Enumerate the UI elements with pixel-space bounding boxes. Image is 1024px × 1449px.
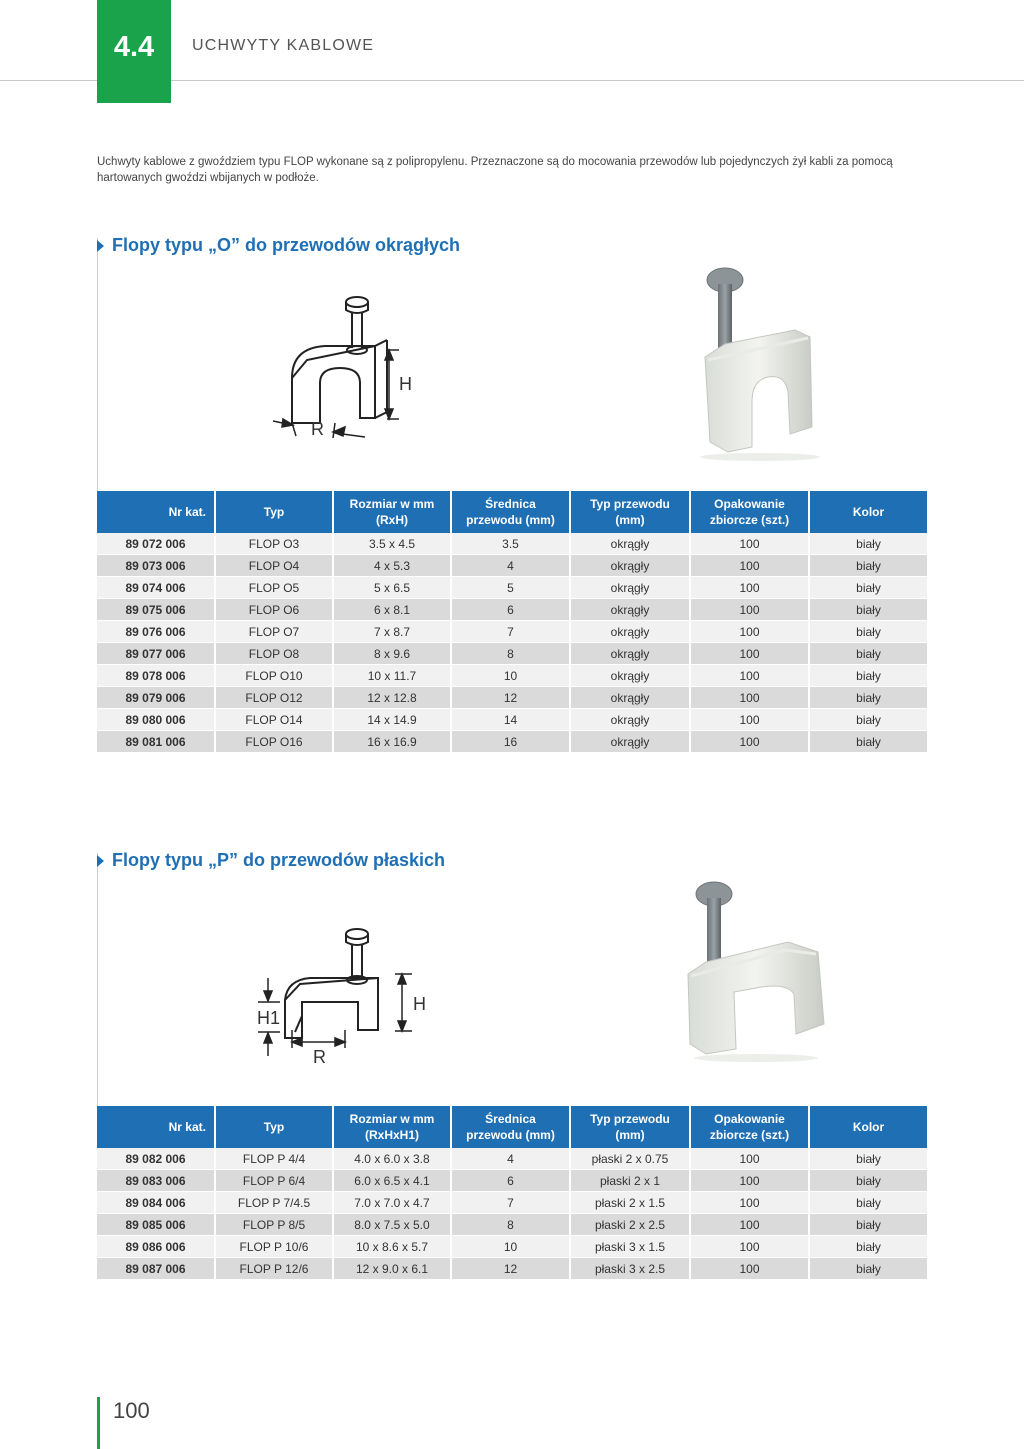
diameter-cell: 8: [451, 643, 570, 665]
color-cell: biały: [809, 665, 927, 687]
type-cell: FLOP P 10/6: [215, 1236, 333, 1258]
intro-text: Uchwyty kablowe z gwoździem typu FLOP wykonane są z polipropylenu. Przeznaczone są do mocowania przewodów lub pojedynczych żył kabli za pomocą hartowanych gwoździ wbijanych w podłoże.: [97, 156, 893, 184]
table-row: [97, 599, 927, 621]
catalog-number-cell: 89 081 006: [97, 731, 215, 753]
type-cell: FLOP O3: [215, 533, 333, 555]
package-cell: 100: [690, 665, 809, 687]
flop-o-product-photo: [680, 262, 840, 462]
drawing-label-h1: H1: [257, 1008, 281, 1028]
wire-type-cell: okrągły: [570, 731, 690, 753]
page-number: 100: [113, 1398, 150, 1423]
catalog-number-cell: 89 079 006: [97, 687, 215, 709]
diameter-cell: 6: [451, 599, 570, 621]
size-cell: 6 x 8.1: [333, 599, 451, 621]
section-p-title-text: Flopy typu „P” do przewodów płaskich: [112, 850, 446, 870]
drawing-label-h: H: [413, 994, 426, 1014]
chapter-number: 4.4: [113, 31, 155, 63]
table-row: [97, 1170, 927, 1192]
table-row: [97, 687, 927, 709]
color-cell: biały: [809, 687, 927, 709]
page-number-bar: [97, 1397, 100, 1449]
size-cell: 5 x 6.5: [333, 577, 451, 599]
type-cell: FLOP P 4/4: [215, 1148, 333, 1170]
table-row: [97, 665, 927, 687]
column-header: Rozmiar w mm (RxHxH1): [333, 1106, 451, 1148]
diameter-cell: 4: [451, 1148, 570, 1170]
wire-type-cell: płaski 3 x 1.5: [570, 1236, 690, 1258]
table-row: [97, 709, 927, 731]
section-o-title-text: Flopy typu „O” do przewodów okrągłych: [112, 235, 461, 255]
color-cell: biały: [809, 1258, 927, 1280]
table-row: [97, 731, 927, 753]
type-cell: FLOP P 12/6: [215, 1258, 333, 1280]
flop-p-technical-drawing: [250, 920, 450, 1070]
chapter-title: UCHWYTY KABLOWE: [192, 37, 375, 54]
section-arrow-icon: [97, 855, 104, 867]
wire-type-cell: okrągły: [570, 643, 690, 665]
column-header: Kolor: [809, 1106, 927, 1148]
size-cell: 8 x 9.6: [333, 643, 451, 665]
size-cell: 4.0 x 6.0 x 3.8: [333, 1148, 451, 1170]
package-cell: 100: [690, 643, 809, 665]
section-p-title: [97, 850, 445, 871]
diameter-cell: 3.5: [451, 533, 570, 555]
diameter-cell: 7: [451, 1192, 570, 1214]
wire-type-cell: okrągły: [570, 665, 690, 687]
diameter-cell: 12: [451, 687, 570, 709]
wire-type-cell: okrągły: [570, 599, 690, 621]
wire-type-cell: okrągły: [570, 709, 690, 731]
package-cell: 100: [690, 555, 809, 577]
size-cell: 4 x 5.3: [333, 555, 451, 577]
wire-type-cell: okrągły: [570, 577, 690, 599]
flop-o-technical-drawing: [265, 288, 425, 448]
column-header: Średnica przewodu (mm): [451, 491, 570, 533]
table-row: [97, 1258, 927, 1280]
package-cell: 100: [690, 621, 809, 643]
color-cell: biały: [809, 621, 927, 643]
table-row: [97, 533, 927, 555]
color-cell: biały: [809, 1148, 927, 1170]
column-header: Średnica przewodu (mm): [451, 1106, 570, 1148]
wire-type-cell: płaski 3 x 2.5: [570, 1258, 690, 1280]
table-row: [97, 1236, 927, 1258]
chapter-number-badge: [97, 0, 171, 103]
type-cell: FLOP O10: [215, 665, 333, 687]
color-cell: biały: [809, 709, 927, 731]
color-cell: biały: [809, 1214, 927, 1236]
package-cell: 100: [690, 1236, 809, 1258]
diameter-cell: 14: [451, 709, 570, 731]
table-row: [97, 555, 927, 577]
size-cell: 14 x 14.9: [333, 709, 451, 731]
drawing-label-r: R: [313, 1047, 326, 1067]
flop-p-product-photo: [676, 874, 836, 1064]
column-header: Rozmiar w mm (RxH): [333, 491, 451, 533]
section-o-title: [97, 235, 460, 256]
wire-type-cell: okrągły: [570, 533, 690, 555]
table-row: [97, 1214, 927, 1236]
color-cell: biały: [809, 599, 927, 621]
color-cell: biały: [809, 643, 927, 665]
column-header: Kolor: [809, 491, 927, 533]
catalog-number-cell: 89 084 006: [97, 1192, 215, 1214]
type-cell: FLOP O7: [215, 621, 333, 643]
table-header-row: [97, 1106, 927, 1148]
type-cell: FLOP O12: [215, 687, 333, 709]
section-o-left-rule: [97, 238, 98, 493]
flop-o-table: [97, 491, 927, 753]
type-cell: FLOP O14: [215, 709, 333, 731]
color-cell: biały: [809, 1236, 927, 1258]
color-cell: biały: [809, 533, 927, 555]
color-cell: biały: [809, 1170, 927, 1192]
drawing-label-r: R: [311, 419, 324, 439]
diameter-cell: 10: [451, 665, 570, 687]
size-cell: 6.0 x 6.5 x 4.1: [333, 1170, 451, 1192]
size-cell: 12 x 9.0 x 6.1: [333, 1258, 451, 1280]
wire-type-cell: okrągły: [570, 555, 690, 577]
type-cell: FLOP P 6/4: [215, 1170, 333, 1192]
wire-type-cell: okrągły: [570, 621, 690, 643]
column-header: Opakowanie zbiorcze (szt.): [690, 491, 809, 533]
diameter-cell: 6: [451, 1170, 570, 1192]
table-row: [97, 1192, 927, 1214]
catalog-number-cell: 89 074 006: [97, 577, 215, 599]
catalog-number-cell: 89 080 006: [97, 709, 215, 731]
table-header-row: [97, 491, 927, 533]
package-cell: 100: [690, 599, 809, 621]
catalog-number-cell: 89 072 006: [97, 533, 215, 555]
wire-type-cell: płaski 2 x 1: [570, 1170, 690, 1192]
package-cell: 100: [690, 533, 809, 555]
package-cell: 100: [690, 687, 809, 709]
column-header: Nr kat.: [97, 1106, 215, 1148]
type-cell: FLOP O16: [215, 731, 333, 753]
size-cell: 8.0 x 7.5 x 5.0: [333, 1214, 451, 1236]
package-cell: 100: [690, 709, 809, 731]
column-header: Typ: [215, 491, 333, 533]
column-header: Typ: [215, 1106, 333, 1148]
table-row: [97, 577, 927, 599]
diameter-cell: 7: [451, 621, 570, 643]
size-cell: 10 x 11.7: [333, 665, 451, 687]
diameter-cell: 12: [451, 1258, 570, 1280]
catalog-number-cell: 89 077 006: [97, 643, 215, 665]
column-header: Typ przewodu (mm): [570, 1106, 690, 1148]
table-row: [97, 643, 927, 665]
column-header: Opakowanie zbiorcze (szt.): [690, 1106, 809, 1148]
package-cell: 100: [690, 1258, 809, 1280]
package-cell: 100: [690, 731, 809, 753]
diameter-cell: 5: [451, 577, 570, 599]
diameter-cell: 10: [451, 1236, 570, 1258]
wire-type-cell: płaski 2 x 0.75: [570, 1148, 690, 1170]
size-cell: 7 x 8.7: [333, 621, 451, 643]
table-row: [97, 621, 927, 643]
catalog-number-cell: 89 078 006: [97, 665, 215, 687]
catalog-number-cell: 89 085 006: [97, 1214, 215, 1236]
catalog-number-cell: 89 087 006: [97, 1258, 215, 1280]
catalog-number-cell: 89 073 006: [97, 555, 215, 577]
wire-type-cell: okrągły: [570, 687, 690, 709]
diameter-cell: 16: [451, 731, 570, 753]
section-p-left-rule: [97, 853, 98, 1108]
diameter-cell: 8: [451, 1214, 570, 1236]
catalog-number-cell: 89 082 006: [97, 1148, 215, 1170]
color-cell: biały: [809, 731, 927, 753]
size-cell: 16 x 16.9: [333, 731, 451, 753]
column-header: Nr kat.: [97, 491, 215, 533]
color-cell: biały: [809, 555, 927, 577]
diameter-cell: 4: [451, 555, 570, 577]
size-cell: 3.5 x 4.5: [333, 533, 451, 555]
package-cell: 100: [690, 1170, 809, 1192]
type-cell: FLOP P 7/4.5: [215, 1192, 333, 1214]
table-row: [97, 1148, 927, 1170]
size-cell: 7.0 x 7.0 x 4.7: [333, 1192, 451, 1214]
color-cell: biały: [809, 577, 927, 599]
drawing-label-h: H: [399, 374, 412, 394]
package-cell: 100: [690, 577, 809, 599]
package-cell: 100: [690, 1192, 809, 1214]
type-cell: FLOP O5: [215, 577, 333, 599]
catalog-number-cell: 89 075 006: [97, 599, 215, 621]
size-cell: 10 x 8.6 x 5.7: [333, 1236, 451, 1258]
color-cell: biały: [809, 1192, 927, 1214]
type-cell: FLOP P 8/5: [215, 1214, 333, 1236]
catalog-number-cell: 89 086 006: [97, 1236, 215, 1258]
wire-type-cell: płaski 2 x 1.5: [570, 1192, 690, 1214]
section-arrow-icon: [97, 240, 104, 252]
size-cell: 12 x 12.8: [333, 687, 451, 709]
catalog-number-cell: 89 076 006: [97, 621, 215, 643]
type-cell: FLOP O4: [215, 555, 333, 577]
flop-p-table: [97, 1106, 927, 1280]
catalog-number-cell: 89 083 006: [97, 1170, 215, 1192]
type-cell: FLOP O6: [215, 599, 333, 621]
column-header: Typ przewodu (mm): [570, 491, 690, 533]
package-cell: 100: [690, 1214, 809, 1236]
wire-type-cell: płaski 2 x 2.5: [570, 1214, 690, 1236]
type-cell: FLOP O8: [215, 643, 333, 665]
package-cell: 100: [690, 1148, 809, 1170]
